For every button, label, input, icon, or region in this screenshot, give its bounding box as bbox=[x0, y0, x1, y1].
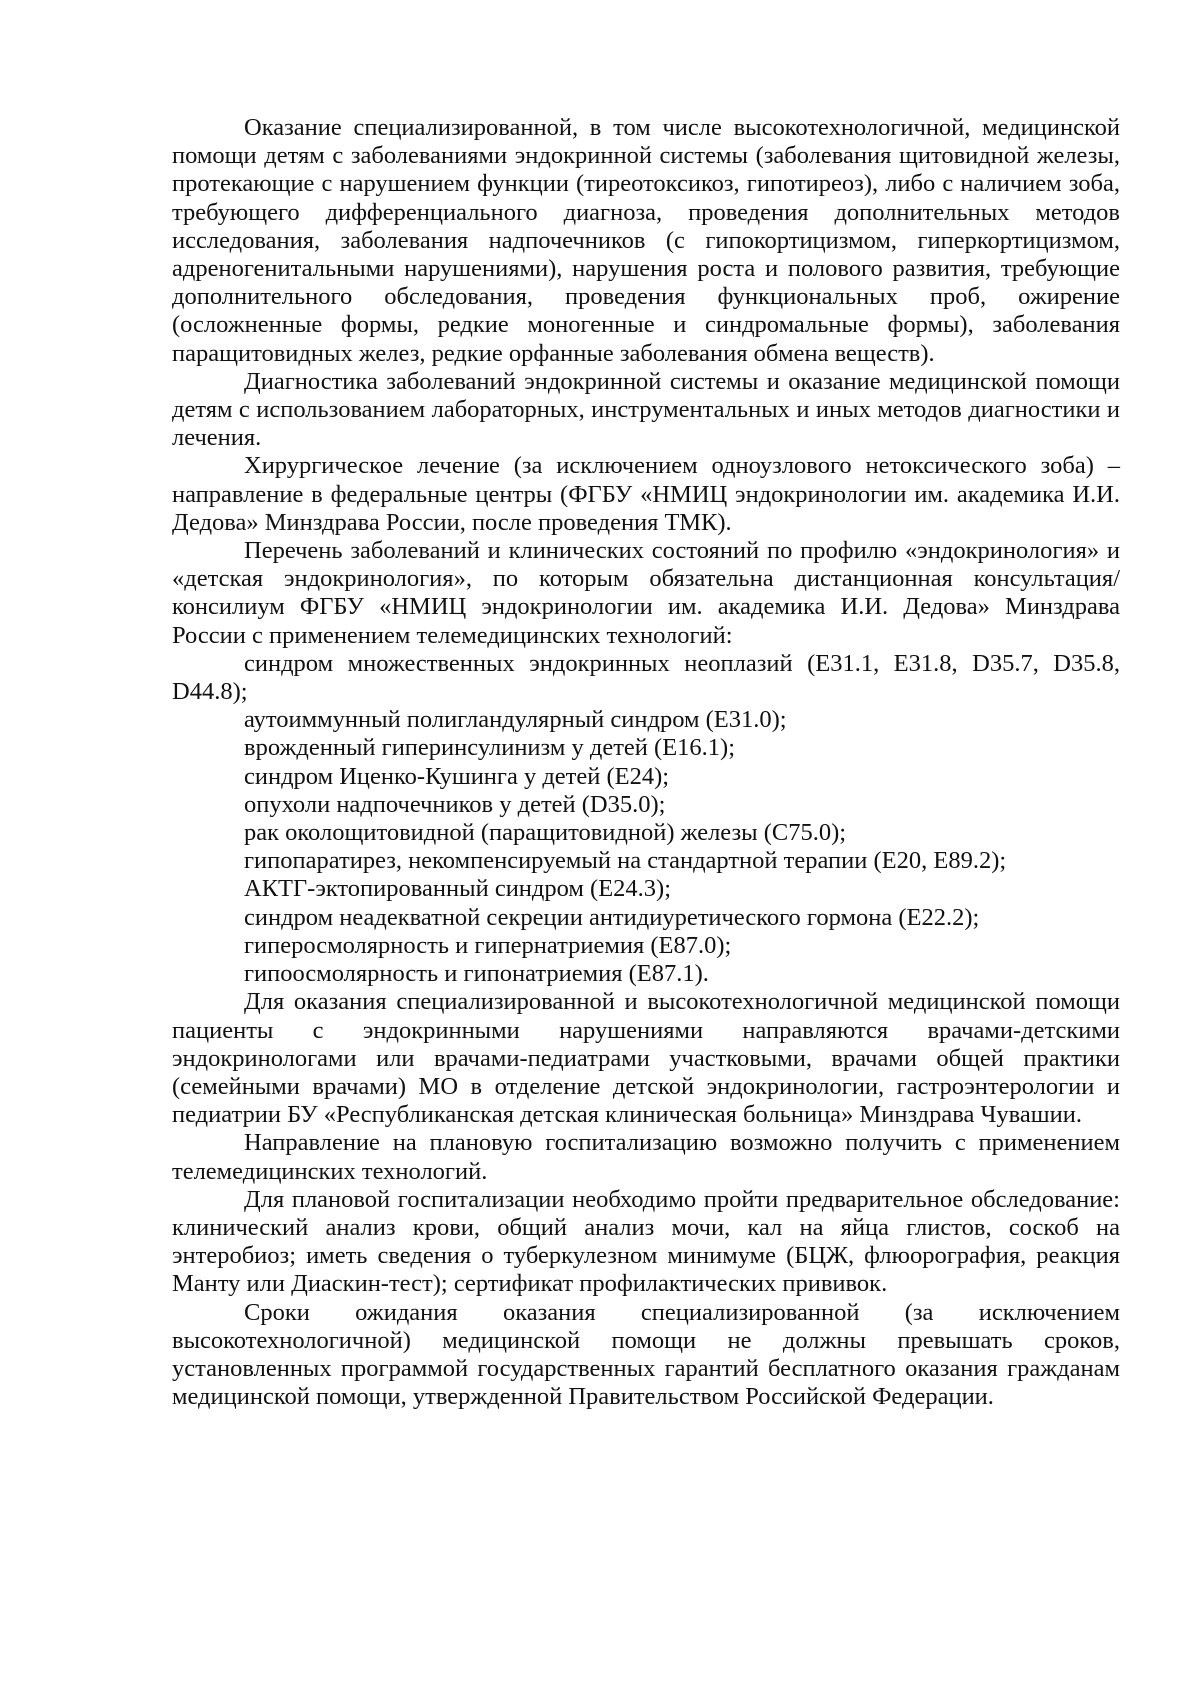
list-item-hyperosmolarity: гиперосмолярность и гипернатриемия (E87.0); bbox=[244, 931, 732, 959]
list-item-men-syndrome: синдром множественных эндокринных неоплазий (E31.1, E31.8, D35.7, D35.8, D44.8); bbox=[172, 649, 1120, 706]
paragraph-diagnostics: Диагностика заболеваний эндокринной системы и оказание медицинской помощи детям с использованием лабораторных, инструментальных и иных методов диагностики и лечения. bbox=[172, 367, 1120, 452]
paragraph-planned-hospitalization-referral: Направление на плановую госпитализацию возможно получить с применением телемедицинских технологий. bbox=[172, 1129, 1120, 1185]
list-item-parathyroid-cancer: рак околощитовидной (паращитовидной) железы (C75.0); bbox=[244, 819, 847, 847]
list-item-cushing-syndrome: синдром Иценко-Кушинга у детей (E24); bbox=[244, 762, 670, 790]
list-item-autoimmune-polyglandular: аутоиммунный полигландулярный синдром (E31.0); bbox=[244, 706, 787, 734]
paragraph-specialized-care: Оказание специализированной, в том числе высокотехнологичной, медицинской помощи детям с заболеваниями эндокринной системы (заболевания щитовидной железы, протекающие с нарушением функции (тиреотоксикоз, гипотиреоз), либо с наличием зоба, требующего дифференциального диагноза, проведения дополнительных методов исследования, заболевания надпочечников (с гипокортицизмом, гиперкортицизмом, адреногенитальными нарушениями), нарушения роста и полового развития, требующие дополнительного обследования, проведения функциональных проб, ожирение (осложненные формы, редкие моногенные и синдромальные формы), заболевания паращитовидных желез, редкие орфанные заболевания обмена веществ). bbox=[172, 114, 1120, 367]
list-item-hypoparathyroidism: гипопаратирез, некомпенсируемый на стандартной терапии (E20, E89.2); bbox=[244, 847, 1007, 875]
paragraph-waiting-times: Сроки ожидания оказания специализированной (за исключением высокотехнологичной) медицинской помощи не должны превышать сроков, установленных программой государственных гарантий бесплатного оказания гражданам медицинской помощи, утвержденной Правительством Российской Федерации. bbox=[172, 1298, 1120, 1411]
document-page bbox=[172, 114, 1120, 1411]
paragraph-telemedicine-list-intro: Перечень заболеваний и клинических состояний по профилю «эндокринология» и «детская эндокринология», по которым обязательна дистанционная консультация/консилиум ФГБУ «НМИЦ эндокринологии им. академика И.И. Дедова» Минздрава России с применением телемедицинских технологий: bbox=[172, 537, 1120, 649]
list-item-hypoosmolarity: гипоосмолярность и гипонатриемия (E87.1). bbox=[244, 960, 709, 988]
list-item-acth-ectopic: АКТГ-эктопированный синдром (E24.3); bbox=[244, 875, 672, 903]
paragraph-preliminary-examination: Для плановой госпитализации необходимо пройти предварительное обследование: клинический анализ крови, общий анализ мочи, кал на яйца глистов, соскоб на энтеробиоз; иметь сведения о туберкулезном минимуме (БЦЖ, флюорография, реакция Манту или Диаскин-тест); сертификат профилактических прививок. bbox=[172, 1185, 1120, 1298]
list-item-siadh: синдром неадекватной секреции антидиуретического гормона (E22.2); bbox=[244, 903, 980, 931]
list-item-congenital-hyperinsulinism: врожденный гиперинсулинизм у детей (E16.1); bbox=[244, 734, 736, 762]
paragraph-surgical-treatment: Хирургическое лечение (за исключением одноузлового нетоксического зоба) – направление в федеральные центры (ФГБУ «НМИЦ эндокринологии им. академика И.И. Дедова» Минздрава России, после проведения ТМК). bbox=[172, 452, 1120, 536]
paragraph-referral: Для оказания специализированной и высокотехнологичной медицинской помощи пациенты с эндокринными нарушениями направляются врачами-детскими эндокринологами или врачами-педиатрами участковыми, врачами общей практики (семейными врачами) МО в отделение детской эндокринологии, гастроэнтерологии и педиатрии БУ «Республиканская детская клиническая больница» Минздрава Чувашии. bbox=[172, 988, 1120, 1129]
list-item-adrenal-tumors: опухоли надпочечников у детей (D35.0); bbox=[244, 790, 666, 818]
